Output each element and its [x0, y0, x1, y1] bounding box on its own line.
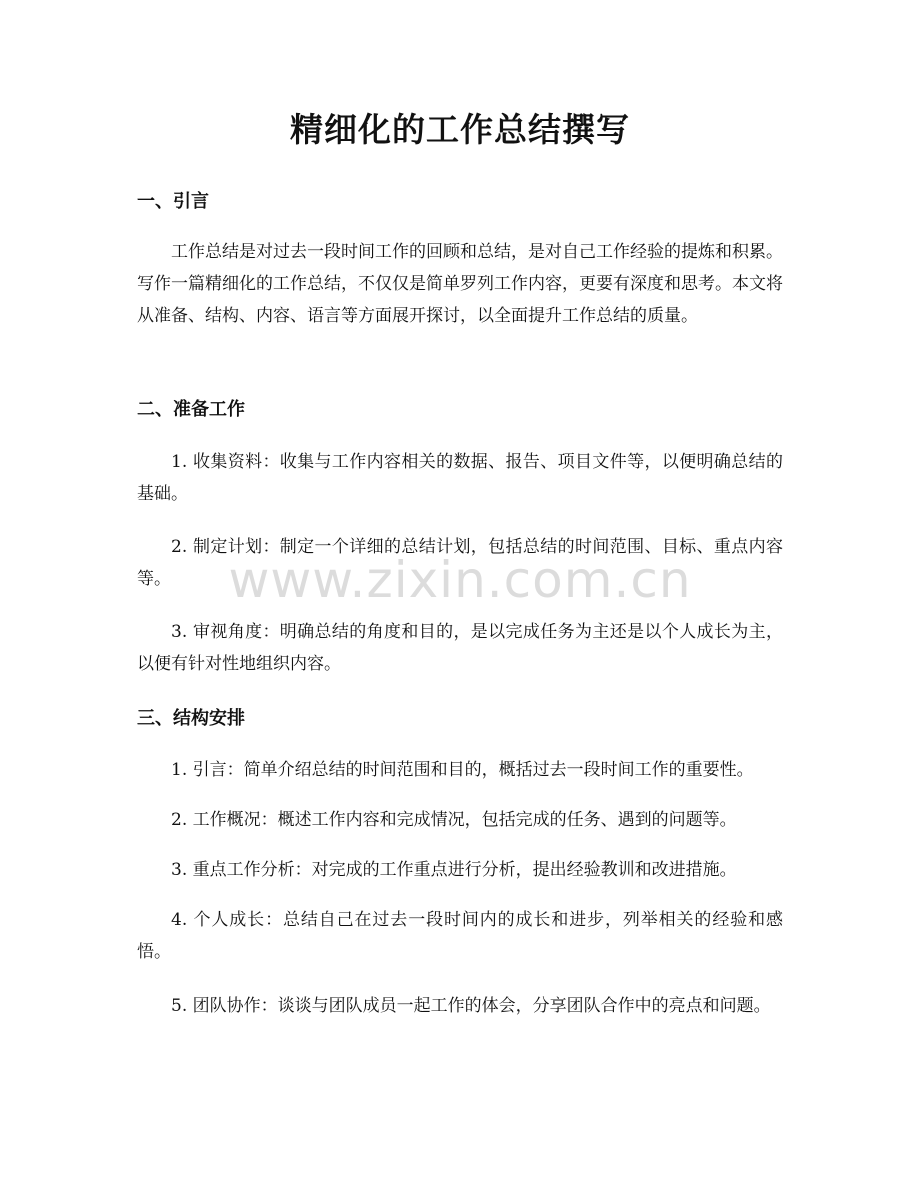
watermark: www.zixin.com.cn	[228, 551, 692, 609]
list-item-structure-intro: 1. 引言：简单介绍总结的时间范围和目的，概括过去一段时间工作的重要性。	[171, 760, 754, 780]
list-item-key-work-analysis: 3. 重点工作分析：对完成的工作重点进行分析，提出经验教训和改进措施。	[171, 860, 737, 880]
document-title: 精细化的工作总结撰写	[290, 110, 630, 149]
section-heading-preparation: 二、准备工作	[137, 399, 245, 420]
list-item-team-collaboration: 5. 团队协作：谈谈与团队成员一起工作的体会，分享团队合作中的亮点和问题。	[171, 996, 771, 1016]
list-item-work-overview: 2. 工作概况：概述工作内容和完成情况，包括完成的任务、遇到的问题等。	[171, 810, 737, 830]
section-heading-introduction: 一、引言	[137, 191, 209, 212]
paragraph-introduction: 工作总结是对过去一段时间工作的回顾和总结，是对自己工作经验的提炼和积累。写作一篇精细化的工作总结，不仅仅是简单罗列工作内容，更要有深度和思考。本文将从准备、结构、内容、语言等方面展开探讨，以全面提升工作总结的质量。	[137, 242, 783, 326]
list-item-review-perspective: 3. 审视角度：明确总结的角度和目的，是以完成任务为主还是以个人成长为主，以便有针对性地组织内容。	[137, 622, 783, 674]
list-item-make-plan: 2. 制定计划：制定一个详细的总结计划，包括总结的时间范围、目标、重点内容等。	[137, 537, 783, 589]
list-item-personal-growth: 4. 个人成长：总结自己在过去一段时间内的成长和进步，列举相关的经验和感悟。	[137, 910, 783, 962]
list-item-collect-materials: 1. 收集资料：收集与工作内容相关的数据、报告、项目文件等，以便明确总结的基础。	[137, 452, 783, 504]
section-heading-structure: 三、结构安排	[137, 708, 245, 729]
